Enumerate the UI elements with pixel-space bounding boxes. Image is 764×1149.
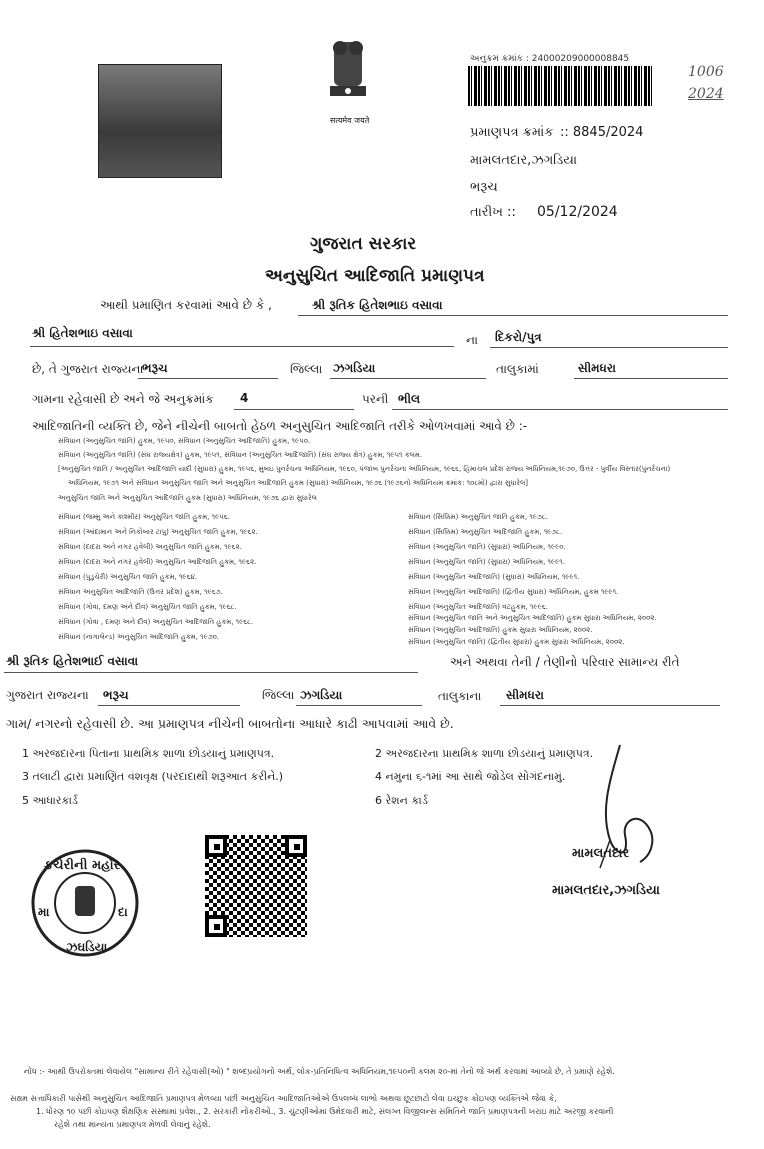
legal-ref-left: સંવિધાન (નાગાલેન્ડ) અનુસુચિત આદિજાતિ હુકમ, ૧૯૭૦.	[58, 633, 220, 641]
legal-ref-left: સંવિધાન (દાદરા અને નગર હવેલી) અનુસુચિત આદિજાતિ હુકમ, ૧૯૬૨.	[58, 558, 257, 566]
second-name: શ્રી રૂતિક હિતેશભાઈ વસાવા	[6, 654, 139, 668]
district-value: ભરૂચ	[142, 361, 168, 375]
second-district-label: જિલ્લા	[262, 688, 295, 702]
second-taluka-label: તાલુકાના	[438, 689, 482, 703]
seal-left-text: મા	[38, 905, 50, 919]
tribe: ભીલ	[398, 392, 421, 406]
legal-ref-right: સંવિધાન (અનુસુચિત જાતિ) (સુધારા) અધિનિયમ, ૧૯૯૦.	[408, 543, 566, 551]
taluka-label: તાલુકામાં	[496, 362, 539, 376]
footer-line-1: સક્ષમ સત્તાધિકારી પાસેથી અનુસુચિત આદિજાતિ પ્રમાણપત્ર મેળવ્યા પછી અનુસુચિત આદિજાતિઓએ ઉપલબ્ધ લાભો અથવા છૂટછાટો લેવા ઇચ્છુક કોઇપણ વ્યક્તિએ જેવા કે,	[10, 1094, 557, 1103]
qr-code	[205, 835, 307, 937]
district-label: જિલ્લા	[290, 362, 323, 376]
legal-ref-top: સંવિધાન (અનુસુચિત જાતિ) હુકમ, ૧૯૫૦, સંવિધાન (અનુસુચિત આદિજાતિ) હુકમ, ૧૯૫૦.	[58, 437, 311, 445]
village-value: સીમધરા	[578, 361, 616, 375]
legal-ref-right: સંવિધાન (અનુસુચિત જાતિ અને અનુસુચિત આદિજાતિ) હુકમ સુધારા અધિનિયમ, ૨૦૦૨.	[408, 614, 657, 622]
barcode-label: અનુક્રમ ક્રમાંક : 24000209000008845	[470, 54, 630, 64]
legal-ref-left: સંવિધાન (પુડુચેરી) અનુસુચિત જાતિ હુકમ, ૧૯૬૪.	[58, 573, 198, 581]
resident-text: ગામના રહેવાસી છે અને જે અનુક્રમાંક	[32, 392, 214, 406]
legal-ref-top: અનુસુચિત જાતિ અને અનુસુચિત આદિજાતિ હુકમ (સુધારા) અધિનિયમ, ૧૯૭૬ દ્વારા સુધારેલ	[58, 494, 317, 502]
footer-line-3: રહેશે તથા માન્યતા પ્રમાણપત્ર મેળવી લેવાનું રહેશે.	[54, 1120, 211, 1129]
seal-bottom-text: ઝઘડિયા	[66, 940, 108, 954]
document-item: 5 આધારકાર્ડ	[22, 794, 78, 807]
family-text: અને અથવા તેની / તેણીનો પરિવાર સામાન્ય રીતે	[450, 655, 680, 669]
legal-ref-left: સંવિધાન (જમ્મુ અને કાશ્મીર) અનુસુચિત જાતિ હુકમ, ૧૯૫૬.	[58, 513, 230, 521]
legal-ref-right: સંવિધાન (અનુસુચિત આદિજાતિ) (સુધારા) અધિનિયમ, ૧૯૯૧.	[408, 573, 580, 581]
legal-ref-right: સંવિધાન (અનુસુચિત આદિજાતિ) હુકમ સુધારા અધિનિયમ, ૨૦૦૨.	[408, 626, 593, 634]
seal-top-text: કચેરીની મહોર	[44, 858, 121, 873]
state-text: છે, તે ગુજરાત રાજ્યના	[32, 362, 144, 376]
second-district-value: ભરૂચ	[103, 688, 129, 702]
gov-title: ગુજરાત સરકાર	[310, 234, 417, 254]
legal-ref-right: સંવિધાન (અનુસુચિત આદિજાતિ) (દ્વિતીય સુધારા) અધિનિયમ, હુકમ ૧૯૯૧.	[408, 588, 619, 596]
document-item: 6 રેશન કાર્ડ	[375, 794, 428, 807]
of-text: ના	[466, 333, 478, 347]
legal-ref-top: અધિનિયમ, ૧૯૭૧ અને સંવિધાન અનુસુચિત જાતિ અને અનુસુચિત આદિજાતિ હુકમ (સુધારા) અધિનિયમ, ૧૯૭૬ (૧૯૭૬નો અધિનિયમ ક્રમાંક: ૧૦૮મો) દ્વારા સુધારેલ]	[68, 479, 529, 487]
document-item: 2 અરજદારના પ્રાથમિક શાળા છોડયાનું પ્રમાણપત્ર.	[375, 747, 594, 760]
cert-no-label: પ્રમાણપત્ર ક્રમાંક	[470, 125, 554, 140]
taluka-value: ઝગડિયા	[333, 361, 376, 375]
footer-line-2: 1. ધોરણ ૧૦ પછી કોઇપણ શૈક્ષણિક સંસ્થામાં પ્રવેશ., 2. સરકારી નોકરીઓ., 3. ચુંટણીઓમાં ઉમેદવારી માટે, સંલગ્ન વિજીલન્સ સમિતિને જાતિ પ્રમાણપત્રની ખરાઇ માટે અરજી કરવાની	[36, 1107, 614, 1116]
legal-ref-right: સંવિધાન (અનુસુચિત આદિજાતિ) વટહુકમ, ૧૯૯૬.	[408, 603, 548, 611]
national-emblem	[320, 36, 376, 114]
legal-ref-right: સંવિધાન (અનુસુચિત જાતિ) (દ્વિતીય સુધારા) હુકમ સુધારા અધિનિયમ, ૨૦૦૨.	[408, 638, 625, 646]
document-item: 3 તલાટી દ્વારા પ્રમાણિત વંશવૃક્ષ (પરદાદાથી શરૂઆત કરીને.)	[22, 770, 284, 783]
certify-text: આથી પ્રમાણિત કરવામાં આવે છે કે ,	[100, 298, 272, 312]
legal-ref-left: સંવિધાન (આંદામાન અને નિકોબાર ટાપુ) અનુસુચિત જાતિ હુકમ, ૧૯૬૨.	[58, 528, 258, 536]
legal-ref-left: સંવિધાન (દાદરા અને નગર હવેલી) અનુસુચિત જાતિ હુકમ, ૧૯૬૨.	[58, 543, 242, 551]
legal-ref-right: સંવિધાન (સિક્કિમ) અનુસુચિત જાતિ હુકમ, ૧૯૭૮.	[408, 513, 548, 521]
tribe-text: આદિજાતિની વ્યક્તિ છે, જેને નીચેની બાબતો હેઠળ અનુસુચિત આદિજાતિ તરીકે ઓળખવામાં આવે છે :-	[32, 419, 528, 433]
legal-ref-right: સંવિધાન (અનુસુચિત જાતિ) (સુધારા) અધિનિયમ, ૧૯૯૧.	[408, 558, 565, 566]
seal-right-text: દા	[118, 905, 128, 919]
document-item: 1 અરજદારના પિતાના પ્રાથમિક શાળા છોડયાનું પ્રમાણપત્ર.	[22, 747, 275, 760]
date-label: તારીખ ::	[470, 205, 516, 220]
legal-ref-top: સંવિધાન (અનુસુચિત જાતિ) (સંઘ રાજ્યક્ષેત્ર) હુકમ, ૧૯૫૧, સંવિધાન (અનુસુચિત આદિજાતિ) (સંઘ રાજ્ય ક્ષેત્ર) હુકમ, ૧૯૫૧ કલમ.	[58, 451, 423, 459]
cert-no: :: 8845/2024	[560, 125, 644, 140]
cert-title: અનુસુચિત આદિજાતિ પ્રમાણપત્ર	[265, 266, 485, 286]
applicant-name: શ્રી રૂતિક હિતેશભાઇ વસાવા	[312, 298, 443, 312]
handwritten-note-1: 1006	[688, 64, 724, 80]
signature-office: મામલતદાર,ઝગડિયા	[552, 883, 660, 898]
handwritten-note-2: 2024	[688, 86, 724, 102]
basis-text: ગામ/ નગરનો રહેવાસી છે. આ પ્રમાણપત્ર નીચેની બાબતોના આધારે કાઢી આપવામાં આવે છે.	[6, 716, 454, 731]
applicant-photo	[98, 64, 222, 178]
second-village-value: સીમધરા	[506, 688, 544, 702]
second-taluka-value: ઝગડિયા	[300, 688, 343, 702]
relation: દિકરો/પુત્ર	[495, 330, 542, 344]
office: મામલતદાર,ઝગડિયા	[470, 153, 578, 168]
parent-name: શ્રી હિતેશભાઇ વસાવા	[32, 326, 133, 340]
legal-ref-top: [અનુસુચિત જાતિ / અનુસુચિત આદિજાતિ યાદી (સુધારા) હુકમ, ૧૯૫૬, મુંબઇ પુનર્રચના અધિનિયમ, ૧૯૬૦, પંજાબ પુનર્રચના અધિનિયમ, ૧૯૬૬, હિમાચલ પ્રદેશ રાજ્ય અધિનિયમ,૧૯૭૦, ઉત્તર - પુર્વીય વિસ્તાર(પુનર્રચના)	[58, 465, 671, 473]
second-state-text: ગુજરાત રાજ્યના	[6, 688, 89, 702]
date: 05/12/2024	[537, 204, 618, 220]
serial-no: 4	[240, 391, 249, 405]
page-text: પરની	[362, 392, 389, 406]
legal-ref-left: સંવિધાન અનુસુચિત આદિજાતિ (ઉત્તર પ્રદેશ) હુકમ, ૧૯૬૭.	[58, 588, 223, 596]
legal-ref-right: સંવિધાન (સિક્કિમ) અનુસુચિત આદિજાતિ હુકમ, ૧૯૭૮.	[408, 528, 563, 536]
barcode	[468, 66, 654, 106]
legal-ref-left: સંવિધાન (ગોવા, દમણ અને દીવ) અનુસુચિત જાતિ હુકમ, ૧૯૬૮.	[58, 603, 237, 611]
signature-title: મામલતદાર	[572, 846, 630, 861]
emblem-motto: सत्यमेव जयते	[330, 116, 370, 125]
district: ભરૂચ	[470, 180, 498, 195]
legal-ref-left: સંવિધાન (ગોવા , દમણ અને દીવ) અનુસુચિત આદિજાતિ હુકમ, ૧૯૬૮.	[58, 618, 254, 626]
document-item: 4 નમુના ૬-૧માં આ સાથે જોડેલ સોગંદનામું.	[375, 770, 566, 783]
footer-note: નોંધ :- આથી ઉપરોક્તમાં લેવાયેલ "સામાન્ય રીતે રહેવાસી(ઓ) " શબ્દપ્રયોગનો અર્થ, લોક-પ્રતિનિધિત્વ અધિનિયમ,૧૯૫૦ની કલમ ૨૦-માં તેનો જે અર્થ કરવામાં આવ્યો છે, તે પ્રમાણે રહેશે.	[24, 1067, 615, 1076]
